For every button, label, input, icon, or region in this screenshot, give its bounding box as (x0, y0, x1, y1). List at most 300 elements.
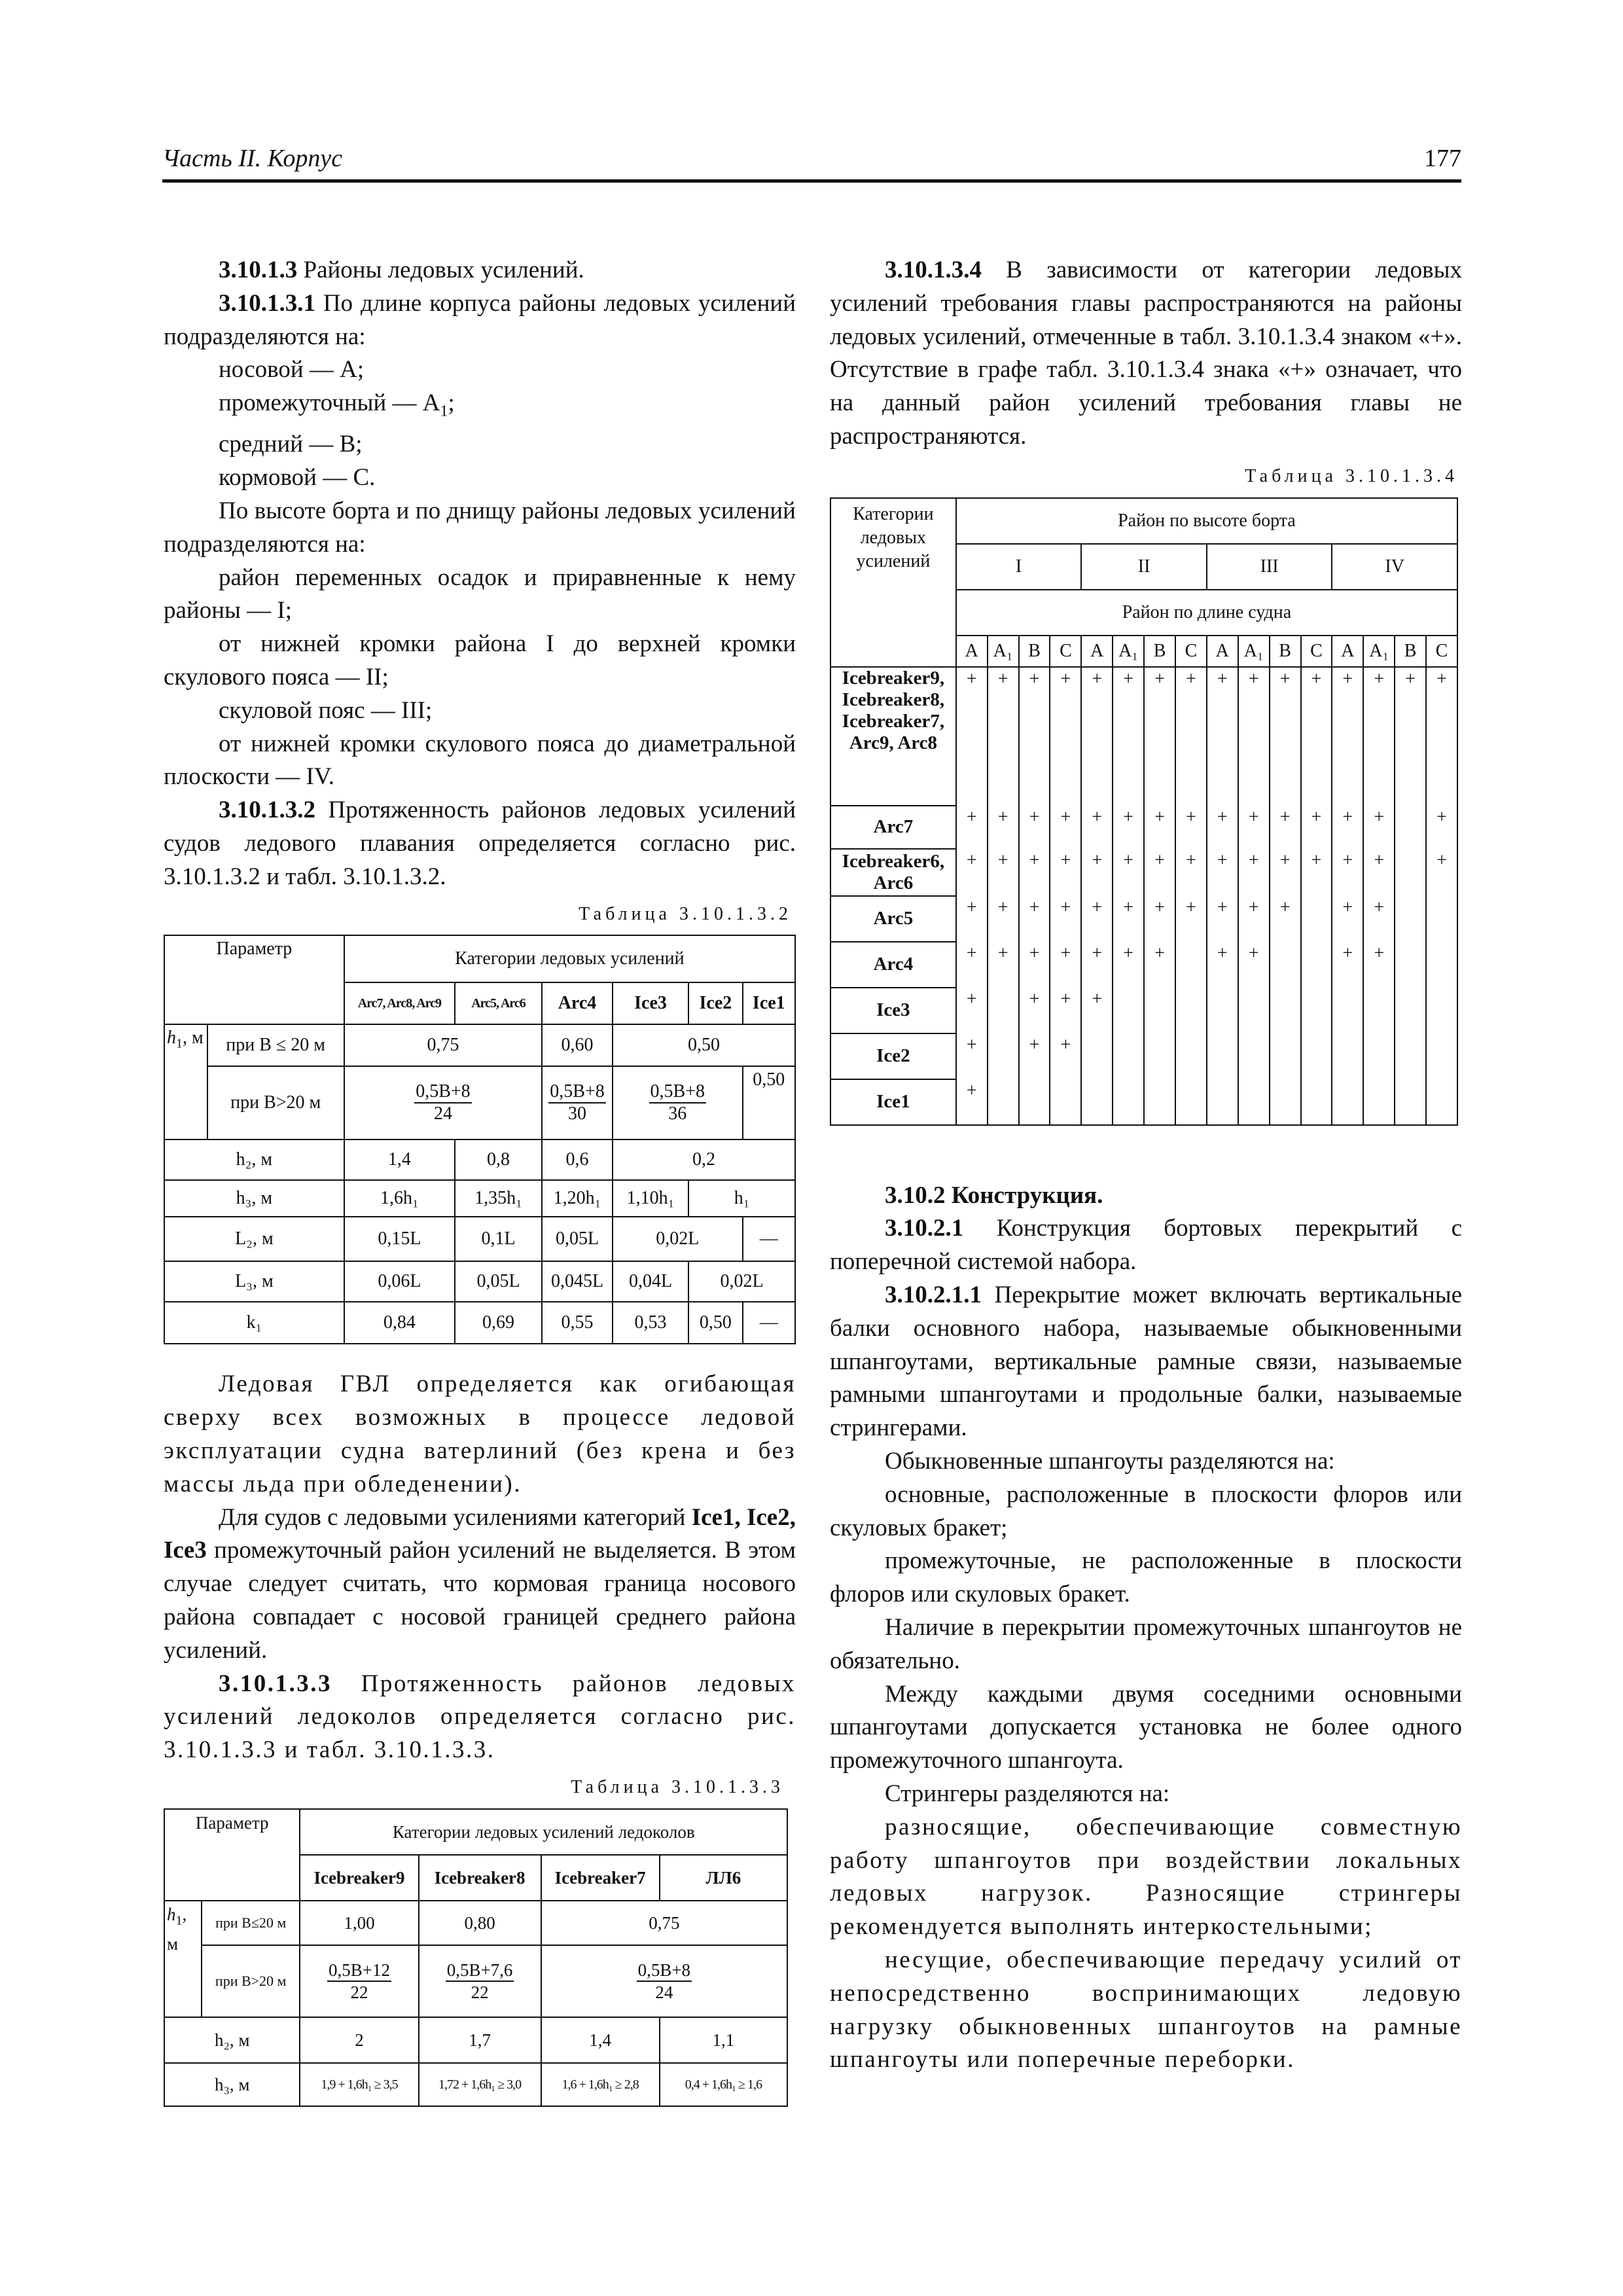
para-3-10-1-3-3 (164, 1668, 796, 1767)
cell: h₁ (688, 1180, 795, 1217)
mark-cell (1301, 1079, 1332, 1125)
row-label: при B>20 м (207, 1066, 344, 1139)
paragraph (164, 1501, 796, 1668)
table-row (830, 1079, 1457, 1125)
mark-cell: + (1270, 896, 1301, 942)
mark-cell: + (1144, 896, 1175, 942)
mark-cell: + (956, 806, 988, 849)
mark-cell: + (956, 896, 988, 942)
header-height: Район по высоте борта (956, 498, 1457, 544)
cell: 0,60 (542, 1024, 613, 1066)
row-label: при B ≤ 20 м (207, 1024, 344, 1066)
cell: 0,55 (542, 1302, 613, 1344)
mark-cell (1395, 1033, 1426, 1079)
row-h1-label: $h_1$, м (164, 1024, 207, 1139)
mark-cell: + (1363, 942, 1395, 988)
row-label: h₃, м (164, 1180, 344, 1217)
mark-cell: + (1019, 849, 1050, 896)
row-category: Ice1 (830, 1079, 956, 1125)
table-row (830, 942, 1457, 988)
mark-cell: + (1426, 849, 1457, 896)
mark-cell (1175, 942, 1207, 988)
paragraph: Стрингеры разделяются на: (885, 1780, 1170, 1807)
row-category: Icebreaker6, Arc6 (830, 849, 956, 896)
clause-text: Протяженность районов ледовых усилений судов ледового плавания определяется согласно рис. 3.10.1.3.2 и табл. 3.10.1.3.2. (164, 797, 796, 890)
header-cat: ЛЛ6 (660, 1855, 787, 1901)
mark-cell: + (1050, 849, 1081, 896)
paragraph: разносящие, обеспечивающие совместную работу шпангоутов при воздействии локальных ледовых нагрузок. Разносящие стрингеры рекомендуется выполнять интеркостельными; (830, 1813, 1462, 1941)
mark-cell: + (956, 849, 988, 896)
mark-cell (1270, 1033, 1301, 1079)
paragraph: основные, расположенные в плоскости флоров или скуловых бракет; (830, 1480, 1462, 1541)
row-label: h₃, м (164, 2063, 300, 2106)
header-length-zone: C (1301, 636, 1332, 667)
mark-cell: + (1175, 849, 1207, 896)
mark-cell (1175, 1033, 1207, 1079)
mark-cell (1395, 1079, 1426, 1125)
paragraph: Обыкновенные шпангоуты разделяются на: (885, 1447, 1335, 1475)
row-label: h₂, м (164, 1139, 344, 1180)
header-length-zone: B (1270, 636, 1301, 667)
mark-cell (1207, 988, 1238, 1033)
categories-bold: Ice1, Ice2, Ice3 (164, 1503, 796, 1564)
mark-cell: + (1238, 849, 1270, 896)
header-cat: Icebreaker8 (419, 1855, 541, 1901)
mark-cell: + (1113, 667, 1144, 806)
cell: 0,6 (542, 1139, 613, 1180)
mark-cell: + (1301, 849, 1332, 896)
mark-cell: + (1050, 896, 1081, 942)
cell: 0,05L (542, 1217, 613, 1261)
header-categories: Категории ледовых усилений (344, 935, 795, 982)
cell: — (743, 1302, 795, 1344)
mark-cell: + (1395, 667, 1426, 806)
table-row (830, 896, 1457, 942)
header-length-zone: A (1332, 636, 1363, 667)
mark-cell: + (1144, 667, 1175, 806)
text: Для судов с ледовыми усилениями категорий (219, 1503, 692, 1531)
mark-cell: + (988, 896, 1019, 942)
mark-cell: + (1113, 942, 1144, 988)
mark-cell (1081, 1033, 1113, 1079)
header-cat: Icebreaker9 (300, 1855, 418, 1901)
denominator: 30 (568, 1103, 586, 1124)
table-row (830, 806, 1457, 849)
header-length-zone: B (1019, 636, 1050, 667)
header-length-zone: A (956, 636, 988, 667)
paragraph: несущие, обеспечивающие передачу усилий от непосредственно воспринимающих ледовую нагрузку обыкновенных шпангоутов на рамные шпангоуты или поперечные переборки. (830, 1946, 1462, 2073)
mark-cell: + (1207, 849, 1238, 896)
table-row (830, 667, 1457, 806)
row-category: Icebreaker9, Icebreaker8, Icebreaker7, Arc9, Arc8 (830, 667, 956, 806)
mark-cell (1144, 988, 1175, 1033)
mark-cell: + (1332, 806, 1363, 849)
header-length-zone: A₁ (1113, 636, 1144, 667)
mark-cell: + (1081, 988, 1113, 1033)
cell-formula (419, 1945, 541, 2017)
mark-cell: + (1332, 849, 1363, 896)
numerator: 0,5B+7,6 (446, 1960, 514, 1982)
mark-cell: + (1144, 806, 1175, 849)
mark-cell: + (1113, 896, 1144, 942)
table-3-10-1-3-3 (164, 1808, 788, 2107)
cell: 0,75 (344, 1024, 542, 1066)
mark-cell: + (1363, 896, 1395, 942)
mark-cell: + (956, 988, 988, 1033)
table-caption: Таблица 3.10.1.3.3 (571, 1776, 784, 1797)
cell: 1,72 + 1,6h₁ ≥ 3,0 (419, 2063, 541, 2106)
mark-cell: + (956, 1033, 988, 1079)
row-label: h₂, м (164, 2017, 300, 2063)
mark-cell (988, 1079, 1019, 1125)
paragraph: Ледовая ГВЛ определяется как огибающая сверху всех возможных в процессе ледовой эксплуатации судна ватерлиний (без крена и без массы льда при обледенении). (164, 1371, 796, 1498)
paragraph: Наличие в перекрытии промежуточных шпангоутов не обязательно. (830, 1613, 1462, 1674)
cell: 0,4 + 1,6h₁ ≥ 1,6 (660, 2063, 787, 2106)
mark-cell (1270, 942, 1301, 988)
cell: 0,50 (743, 1066, 795, 1139)
mark-cell: + (956, 667, 988, 806)
header-length-zone: C (1050, 636, 1081, 667)
mark-cell: + (1426, 806, 1457, 849)
mark-cell: + (1081, 942, 1113, 988)
table-row (830, 849, 1457, 896)
cell: 0,02L (613, 1217, 743, 1261)
header-cat: Arc4 (542, 982, 613, 1024)
mark-cell (1019, 1079, 1050, 1125)
clause-text: Протяженность районов ледовых усилений ледоколов определяется согласно рис. 3.10.1.3.3 и табл. 3.10.1.3.3. (164, 1670, 796, 1764)
para-3-10-1-3-2 (164, 794, 796, 893)
header-height-zone: II (1081, 544, 1207, 590)
cell: 1,1 (660, 2017, 787, 2063)
header-param: Параметр (164, 1809, 300, 1901)
mark-cell (1426, 942, 1457, 988)
header-cat: Ice1 (743, 982, 795, 1024)
mark-cell: + (1301, 806, 1332, 849)
cell: 1,9 + 1,6h₁ ≥ 3,5 (300, 2063, 418, 2106)
clause-text: В зависимости от категории ледовых усилений требования главы распространяются на районы ледовых усилений, отмеченные в табл. 3.10.1.3.4 знаком «+». Отсутствие в графе табл. 3.10.1.3.4 знака «+» означает, что на данный район усилений требования главы не распространяются. (830, 257, 1462, 450)
mark-cell: + (1175, 667, 1207, 806)
cell: 1,35h₁ (455, 1180, 542, 1217)
mark-cell: + (1081, 806, 1113, 849)
mark-cell: + (1270, 806, 1301, 849)
row-category: Ice2 (830, 1033, 956, 1079)
mark-cell (1238, 1079, 1270, 1125)
cell: 0,50 (613, 1024, 795, 1066)
symbol: h (167, 1904, 176, 1924)
page-header (162, 139, 1461, 183)
cell: 0,2 (613, 1139, 795, 1180)
header-categories: Категории ледовых усилений (830, 498, 956, 667)
cell-formula (613, 1066, 743, 1139)
header-cat: Icebreaker7 (541, 1855, 660, 1901)
row-category: Arc4 (830, 942, 956, 988)
section-3-10-2 (830, 1179, 1462, 1213)
mark-cell (1426, 896, 1457, 942)
row-label: L₃, м (164, 1261, 344, 1302)
list-item: от нижней кромки района I до верхней кромки скулового пояса — II; (164, 630, 796, 691)
mark-cell (988, 1033, 1019, 1079)
mark-cell: + (1301, 667, 1332, 806)
mark-cell (1207, 1079, 1238, 1125)
table-row (830, 988, 1457, 1033)
table-caption: Таблица 3.10.1.3.4 (1245, 465, 1458, 486)
cell: 1,10h₁ (613, 1180, 688, 1217)
mark-cell: + (1113, 806, 1144, 849)
header-length-zone: A (1081, 636, 1113, 667)
mark-cell (1395, 849, 1426, 896)
header-length-zone: A (1207, 636, 1238, 667)
row-category: Arc5 (830, 896, 956, 942)
mark-cell: + (1144, 942, 1175, 988)
mark-cell (1395, 942, 1426, 988)
mark-cell (1270, 1079, 1301, 1125)
right-column (830, 254, 1462, 2077)
mark-cell: + (1207, 667, 1238, 806)
mark-cell (1175, 988, 1207, 1033)
cell: 0,02L (688, 1261, 795, 1302)
mark-cell (1426, 1033, 1457, 1079)
table-3-10-1-3-2 (164, 935, 796, 1344)
cell: 1,6 + 1,6h₁ ≥ 2,8 (541, 2063, 660, 2106)
header-length-zone: B (1395, 636, 1426, 667)
clause-number: 3.10.1.3.3 (219, 1670, 332, 1697)
header-cat: Ice3 (613, 982, 688, 1024)
mark-cell (1050, 1079, 1081, 1125)
clause-text: Перекрытие может включать вертикальные балки основного набора, называемые обыкновенными шпангоутами, вертикальные рамные связи, называемые рамными шпангоутами и продольные балки, называемые стрингерами. (830, 1281, 1462, 1442)
cell: 0,1L (455, 1217, 542, 1261)
cell: 0,50 (688, 1302, 742, 1344)
cell: 1,00 (300, 1901, 418, 1945)
mark-cell (1395, 896, 1426, 942)
denominator: 36 (668, 1103, 687, 1124)
numerator: 0,5B+8 (414, 1081, 471, 1103)
mark-cell: + (1238, 667, 1270, 806)
header-height-zone: III (1207, 544, 1332, 590)
list-item: от нижней кромки скулового пояса до диаметральной плоскости — IV. (164, 730, 796, 791)
mark-cell (1363, 1033, 1395, 1079)
header-cat: Arc7, Arc8, Arc9 (344, 982, 455, 1024)
mark-cell (1332, 1033, 1363, 1079)
mark-cell (1270, 988, 1301, 1033)
cell: 1,4 (541, 2017, 660, 2063)
clause-number: 3.10.1.3.2 (219, 797, 315, 824)
header-height-zone: IV (1332, 544, 1457, 590)
denominator: 22 (471, 1982, 489, 2002)
symbol: h (167, 1028, 176, 1049)
para-3-10-2-1 (830, 1212, 1462, 1279)
mark-cell: + (1050, 988, 1081, 1033)
mark-cell (1332, 1079, 1363, 1125)
table-3-10-1-3-4 (830, 497, 1458, 1126)
paragraph: Между каждыми двумя соседними основными шпангоутами допускается установка не более одного промежуточного шпангоута. (830, 1680, 1462, 1774)
cell: 0,15L (344, 1217, 455, 1261)
mark-cell: + (1019, 806, 1050, 849)
cell: 2 (300, 2017, 418, 2063)
mark-cell (1207, 1033, 1238, 1079)
mark-cell (1175, 1079, 1207, 1125)
cell: 1,20h₁ (542, 1180, 613, 1217)
mark-cell: + (1050, 667, 1081, 806)
mark-cell: + (1175, 896, 1207, 942)
mark-cell: + (1019, 667, 1050, 806)
row-category: Arc7 (830, 806, 956, 849)
row-label: L₂, м (164, 1217, 344, 1261)
list-item: средний — B; (219, 431, 363, 458)
mark-cell: + (1207, 806, 1238, 849)
mark-cell: + (988, 849, 1019, 896)
mark-cell (1113, 1033, 1144, 1079)
mark-cell (1113, 988, 1144, 1033)
numerator: 0,5B+8 (548, 1081, 605, 1103)
mark-cell (1144, 1079, 1175, 1125)
cell: 1,6h₁ (344, 1180, 455, 1217)
mark-cell (1332, 988, 1363, 1033)
cell: 0,04L (613, 1261, 688, 1302)
mark-cell (1113, 1079, 1144, 1125)
cell-formula (344, 1066, 542, 1139)
mark-cell: + (1238, 942, 1270, 988)
list-item-text: промежуточный — A (219, 389, 440, 417)
mark-cell: + (1175, 806, 1207, 849)
paragraph: промежуточные, не расположенные в плоскости флоров или скуловых бракет. (830, 1547, 1462, 1608)
mark-cell (1363, 1079, 1395, 1125)
mark-cell: + (1238, 896, 1270, 942)
mark-cell: + (1332, 667, 1363, 806)
cell: 0,8 (455, 1139, 542, 1180)
mark-cell: + (988, 806, 1019, 849)
cell: 0,80 (419, 1901, 541, 1945)
denominator: 24 (655, 1982, 673, 2002)
header-length-zone: B (1144, 636, 1175, 667)
mark-cell: + (1207, 896, 1238, 942)
text: промежуточный район усилений не выделяется. В этом случае следует считать, что кормовая граница носового района совпадает с носовой границей среднего района усилений. (164, 1537, 796, 1664)
mark-cell: + (1363, 806, 1395, 849)
table-row (830, 1033, 1457, 1079)
list-item: промежуточный — $A_1$; (219, 389, 455, 420)
mark-cell: + (1081, 849, 1113, 896)
mark-cell: + (1113, 849, 1144, 896)
mark-cell: + (956, 1079, 988, 1125)
mark-cell (1363, 988, 1395, 1033)
para-3-10-1-3-4 (830, 254, 1462, 454)
mark-cell (1081, 1079, 1113, 1125)
list-item: район переменных осадок и приравненные к нему районы — I; (164, 564, 796, 624)
header-categories: Категории ледовых усилений ледоколов (300, 1809, 787, 1855)
list-item: носовой — A; (219, 356, 365, 384)
cell: 0,06L (344, 1261, 455, 1302)
para-3-10-1-3-1 (164, 287, 796, 354)
cell-formula (542, 1066, 613, 1139)
mark-cell (1395, 988, 1426, 1033)
header-length-zone: C (1426, 636, 1457, 667)
header-length-zone: A₁ (1363, 636, 1395, 667)
mark-cell: + (956, 942, 988, 988)
cell: 0,045L (542, 1261, 613, 1302)
page-number: 177 (1424, 145, 1461, 172)
mark-cell (1238, 988, 1270, 1033)
mark-cell (988, 988, 1019, 1033)
unit: , м (183, 1028, 204, 1049)
row-h1-label: $h_1$, м (164, 1901, 202, 2017)
mark-cell: + (1144, 849, 1175, 896)
para-3-10-1-3 (164, 254, 796, 287)
cell: 0,69 (455, 1302, 542, 1344)
left-column (164, 254, 796, 2107)
mark-cell: + (1363, 849, 1395, 896)
mark-cell: + (1270, 849, 1301, 896)
numerator: 0,5B+8 (649, 1081, 706, 1103)
mark-cell: + (1081, 667, 1113, 806)
mark-cell: + (1019, 942, 1050, 988)
clause-number: 3.10.2 (885, 1181, 946, 1209)
clause-number: 3.10.1.3.1 (219, 289, 315, 317)
mark-cell (1238, 1033, 1270, 1079)
mark-cell: + (1363, 667, 1395, 806)
cell: 0,05L (455, 1261, 542, 1302)
cell: 0,53 (613, 1302, 688, 1344)
unit: , м (167, 1904, 187, 1954)
row-label: при B>20 м (202, 1945, 300, 2017)
section-title: Конструкция. (945, 1181, 1103, 1209)
mark-cell: + (988, 942, 1019, 988)
mark-cell (1426, 988, 1457, 1033)
paragraph: По высоте борта и по днищу районы ледовых усилений подразделяются на: (164, 497, 796, 558)
mark-cell: + (988, 667, 1019, 806)
header-length-zone: C (1175, 636, 1207, 667)
table-caption: Таблица 3.10.1.3.2 (579, 903, 792, 924)
clause-number: 3.10.2.1.1 (885, 1281, 982, 1308)
header-cat: Arc5, Arc6 (455, 982, 542, 1024)
mark-cell (1426, 1079, 1457, 1125)
mark-cell (1301, 942, 1332, 988)
cell: 0,75 (541, 1901, 787, 1945)
header-cat: Ice2 (688, 982, 742, 1024)
cell: 1,4 (344, 1139, 455, 1180)
mark-cell: + (1426, 667, 1457, 806)
mark-cell: + (1207, 942, 1238, 988)
cell: 0,84 (344, 1302, 455, 1344)
mark-cell: + (1332, 942, 1363, 988)
mark-cell: + (1332, 896, 1363, 942)
list-item: скуловой пояс — III; (219, 696, 433, 724)
clause-number: 3.10.1.3 (219, 257, 298, 283)
mark-cell: + (1019, 988, 1050, 1033)
mark-cell: + (1081, 896, 1113, 942)
clause-number: 3.10.1.3.4 (885, 257, 982, 283)
para-3-10-2-1-1 (830, 1279, 1462, 1445)
mark-cell (1301, 1033, 1332, 1079)
mark-cell: + (1238, 806, 1270, 849)
mark-cell (1301, 988, 1332, 1033)
row-label: при B≤20 м (202, 1901, 300, 1945)
cell: — (743, 1217, 795, 1261)
header-length: Район по длине судна (956, 590, 1457, 636)
row-label: k₁ (164, 1302, 344, 1344)
mark-cell: + (1019, 1033, 1050, 1079)
mark-cell (1395, 806, 1426, 849)
mark-cell: + (1019, 896, 1050, 942)
numerator: 0,5B+8 (637, 1960, 692, 1982)
cell: 1,7 (419, 2017, 541, 2063)
mark-cell (1301, 896, 1332, 942)
mark-cell: + (1050, 806, 1081, 849)
row-category: Ice3 (830, 988, 956, 1033)
cell-formula (300, 1945, 418, 2017)
mark-cell: + (1050, 1033, 1081, 1079)
header-height-zone: I (956, 544, 1082, 590)
clause-text: Районы ледовых усилений. (297, 257, 584, 283)
clause-number: 3.10.2.1 (885, 1215, 964, 1242)
